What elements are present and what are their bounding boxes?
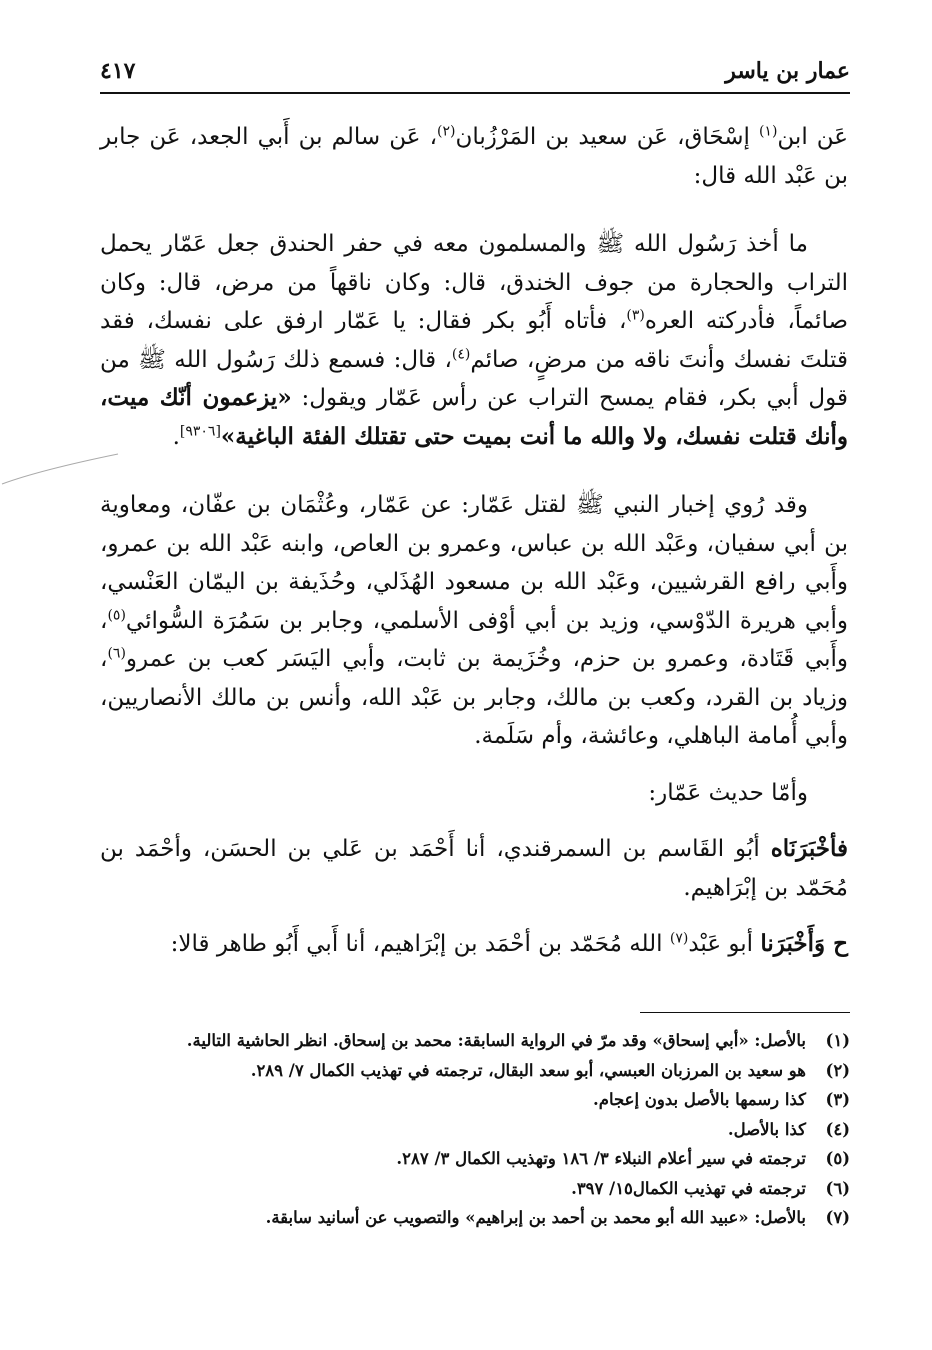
footnote-ref-2: (٢): [437, 123, 456, 140]
footnote-text: هو سعيد بن المرزبان العبسي، أبو سعد البقال، ترجمته في تهذيب الكمال ٧/ ٢٨٩.: [250, 1060, 806, 1080]
paragraph-gap: [100, 756, 848, 774]
footnote: [100, 1115, 850, 1145]
isnad-paragraph: [100, 118, 848, 195]
footnote: [100, 1085, 850, 1115]
text-run: ، فأتاه أَبُو بكر فقال: يا عَمّار ارفق على نفسك، فقد قتلتَ نفسك وأنتَ ناقه من مرضٍ، صائم: [100, 308, 848, 373]
footnote-text: كذا بالأصل.: [727, 1119, 806, 1139]
chain-lead-word: فأخْبَرَنَاه: [770, 835, 848, 862]
footnote-ref-4: (٤): [451, 345, 471, 362]
footnote-text: كذا رسمها بالأصل بدون إعجام.: [593, 1090, 806, 1109]
paragraph-gap: [100, 456, 848, 486]
footnote-ref-3: (٣): [626, 307, 645, 324]
footnote: [100, 1203, 850, 1233]
running-title: عمار بن ياسر: [725, 58, 850, 84]
footnote-number: (٤): [825, 1119, 850, 1139]
paragraph-gap: [100, 195, 848, 225]
footnote: [100, 1056, 850, 1086]
footnotes: [100, 1026, 850, 1233]
footnote-ref-1: (١): [758, 123, 778, 140]
footnote: [100, 1174, 850, 1204]
footnote-ref-5: (٥): [107, 606, 126, 623]
text-run: .: [172, 423, 180, 450]
footnote: [100, 1144, 850, 1174]
hadith-paragraph: [100, 225, 848, 456]
text-run: ، وأَبي قَتَادة، وعمرو بن حزم، وخُزَيمة بن ثابت، وأبي اليَسَر كعب بن عمرو: [100, 607, 848, 672]
paragraph-gap: [100, 907, 848, 925]
text-run: وقد رُوي إخبار النبي ﷺ لقتل عَمّار: عن عَمّار، وعُثْمَان بن عفّان، ومعاوية بن أبي سفيان، وعَبْد الله بن عباس، وعمرو بن العاص، وابنه عَبْد الله بن عمرو، وأَبي رافع القرشيين، وعَبْد الله بن مسعود الهُذَلي، وحُذَيفة بن اليمّان العَنْسي، وأبي هريرة الدّوْسي، وزيد بن أبي أوْفى الأسلمي، وجابر بن سَمُرَة السُّوائي: [100, 492, 848, 634]
page-header: [100, 52, 850, 90]
text-run: أبو عَبْد: [688, 931, 761, 957]
text-run: ، قال: فسمع ذلك رَسُول الله ﷺ من قول أبي بكر، فقام يمسح التراب عن رأس عَمّار ويقول:: [100, 346, 848, 411]
footnote-text: بالأصل: «أبي إسحاق» وقد مرّ في الرواية السابقة: محمد بن إسحاق. انظر الحاشية التالية.: [186, 1031, 806, 1050]
section-intro: وأمّا حديث عَمّار:: [648, 779, 808, 806]
chain-paragraph-2: [100, 925, 848, 964]
footnote-text: بالأصل: «عبيد الله أبو محمد بن أحمد بن إبراهيم» والتصويب عن أسانيد سابقة.: [265, 1208, 806, 1227]
chain-lead-word: ح وَأَخْبَرَنا: [760, 930, 848, 957]
main-text: [100, 118, 848, 964]
footnote-text: ترجمته في سير أعلام النبلاء ٣/ ١٨٦ وتهذيب الكمال ٣/ ٢٨٧.: [396, 1149, 806, 1168]
text-run: ما أخذ رَسُول الله ﷺ والمسلمون معه في حفر الحندق جعل عَمّار يحمل التراب والحجارة من جوف الخندق، قال: وكان ناقهاً من مرض، قال: وكان صائماً، فأدركته العره: [100, 231, 848, 334]
header-rule: [100, 92, 850, 94]
text-run: الله مُحَمّد بن أحْمَد بن إبْرَاهيم، أنا أَبي أَبُو طاهر قالا:: [170, 931, 670, 957]
text-run: ، عَن سالم بن أَبي الجعد، عَن جابر بن عَبْد الله قال:: [100, 124, 848, 189]
chain-paragraph-1: [100, 830, 848, 907]
footnote-number: (٧): [825, 1208, 850, 1227]
narrators-paragraph: [100, 486, 848, 756]
footnote-number: (٥): [825, 1149, 850, 1168]
paragraph-gap: [100, 812, 848, 830]
footnote-number: (١): [825, 1031, 850, 1050]
footnote-number: (٢): [825, 1060, 850, 1080]
footnote-ref-6: (٦): [107, 645, 126, 662]
footnote-rule: [640, 1012, 850, 1013]
footnote-text: ترجمته في تهذيب الكمال١٥/ ٣٩٧.: [571, 1178, 806, 1198]
footnote-ref-7: (٧): [669, 930, 689, 947]
hadith-number: [٩٣٠٦]: [179, 422, 221, 439]
footnote-number: (٣): [825, 1090, 850, 1109]
footnote: [100, 1026, 850, 1056]
footnote-number: (٦): [825, 1178, 850, 1198]
text-run: عَن ابن: [777, 124, 849, 150]
prophetic-quote: «يزعمون أنّك ميت، وأنك قتلت نفسك، ولا والله ما أنت بميت حتى تقتلك الفئة الباغية»: [100, 384, 848, 450]
page-number: ٤١٧: [100, 58, 136, 84]
text-run: أبُو القَاسم بن السمرقندي، أنا أَحْمَد بن عَلي بن الحسَن، وأحْمَد بن مُحَمّد بن إبْرَاهيم.: [100, 836, 848, 901]
text-run: إسْحَاق، عَن سعيد بن المَرْزُبان: [455, 124, 759, 150]
text-run: ، وزياد بن القرد، وكعب بن مالك، وجابر بن عَبْد الله، وأنس بن مالك الأنصاريين، وأبي أُمامة الباهلي، وعائشة، وأم سَلَمة.: [100, 646, 848, 749]
